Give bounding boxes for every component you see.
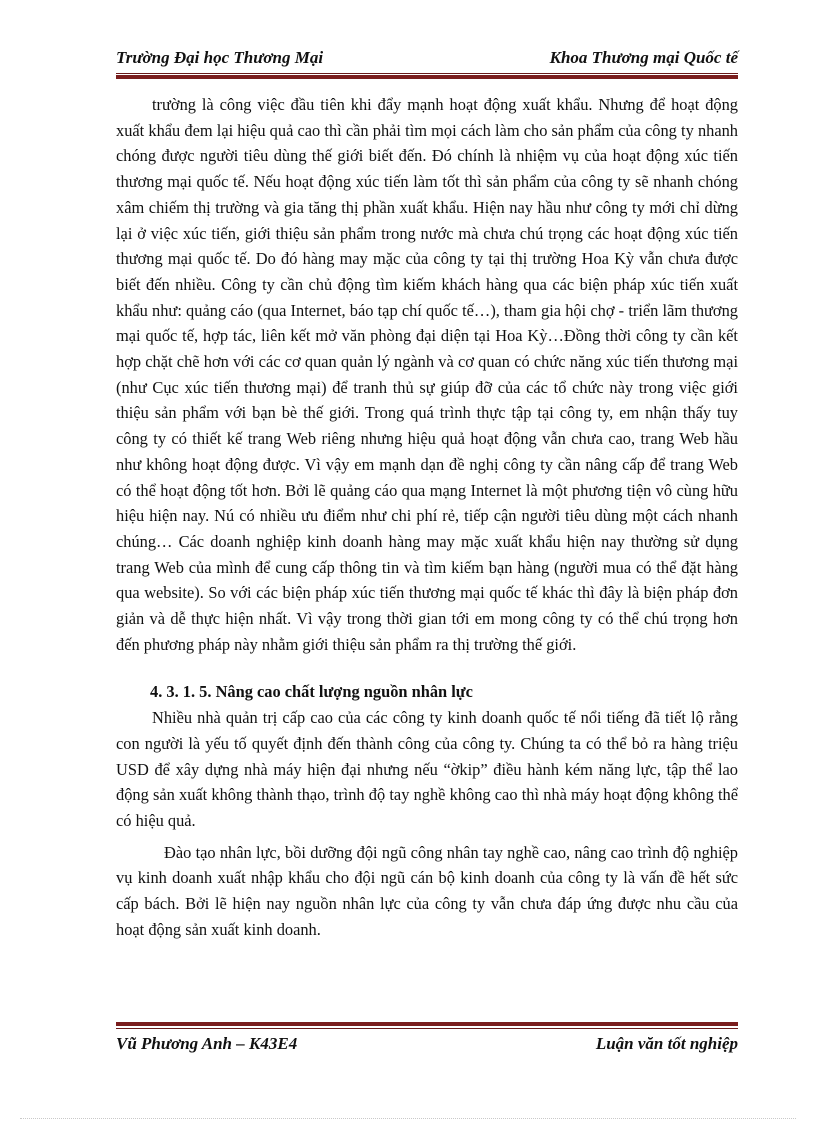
section-heading: 4. 3. 1. 5. Nâng cao chất lượng nguồn nhân lực bbox=[150, 682, 473, 702]
header-university: Trường Đại học Thương Mại bbox=[116, 48, 324, 67]
page-body bbox=[116, 92, 738, 943]
page-footer bbox=[116, 1034, 738, 1058]
footer-author: Vũ Phương Anh – K43E4 bbox=[116, 1034, 298, 1053]
body-paragraph: Đào tạo nhân lực, bồi dưỡng đội ngũ công nhân tay nghề cao, nâng cao trình độ nghiệp vụ kinh doanh xuất nhập khẩu cho đội ngũ cán bộ kinh doanh của công ty là vấn đề hết sức cấp bách. Bởi lẽ hiện nay nguồn nhân lực của công ty vẫn chưa đáp ứng được nhu cầu của hoạt động sản xuất kinh doanh. bbox=[116, 842, 738, 939]
body-paragraph: trường là công việc đầu tiên khi đẩy mạnh hoạt động xuất khẩu. Nhưng để hoạt động xuất khẩu đem lại hiệu quả cao thì cần phải tìm mọi cách làm cho sản phẩm của công ty nhanh chóng được người tiêu dùng thế giới biết đến. Đó chính là nhiệm vụ của hoạt động xúc tiến thương mại quốc tế. Nếu hoạt động xúc tiến làm tốt thì sản phẩm của công ty sẽ nhanh chóng xâm chiếm thị trường và gia tăng thị phần xuất khẩu. Hiện nay hầu như công ty mới chỉ dừng lại ở việc xúc tiến, giới thiệu sản phẩm trong nước mà chưa chú trọng các hoạt động xúc tiến thương mại quốc tế. Do đó hàng may mặc của công ty tại thị trường Hoa Kỳ vẫn chưa được biết đến nhiều. Công ty cần chủ động tìm kiếm khách hàng qua các biện pháp xúc tiến xuất khẩu như: quảng cáo (qua Internet, báo tạp chí quốc tế…), tham gia hội chợ - triển lãm thương mại quốc tế, hợp tác, liên kết mở văn phòng đại diện tại Hoa Kỳ…Đồng thời công ty cần kết hợp chặt chẽ hơn với các cơ quan quản lý ngành và cơ quan có chức năng xúc tiến thương mại (như Cục xúc tiến thương mại) để tranh thủ sự giúp đỡ của các tổ chức này trong việc giới thiệu sản phẩm với bạn bè thế giới. Trong quá trình thực tập tại công ty, em nhận thấy tuy công ty có thiết kế trang Web riêng nhưng hiệu quả hoạt động vẫn chưa cao, trang Web hầu như không hoạt động được. Vì vậy em mạnh dạn đề nghị công ty cần nâng cấp để trang Web có thể hoạt động tốt hơn. Bởi lẽ quảng cáo qua mạng Internet là một phương tiện vô cùng hữu hiệu hiện nay. Nú có nhiều ưu điểm như chi phí rẻ, tiếp cận người tiêu dùng một cách nhanh chúng… Các doanh nghiệp kinh doanh hàng may mặc xuất khẩu hiện nay thường sử dụng trang Web của mình để cung cấp thông tin và tìm kiếm bạn hàng (người mua có thể đặt hàng qua website). So với các biện pháp xúc tiến thương mại quốc tế khác thì đây là biện pháp đơn giản và dễ thực hiện nhất. Vì vậy trong thời gian tới em mong công ty có thể chú trọng hơn đến phương pháp này nhằm giới thiệu sản phẩm ra thị trường thế giới. bbox=[116, 95, 738, 654]
header-faculty: Khoa Thương mại Quốc tế bbox=[549, 48, 738, 67]
header-rule-thick bbox=[116, 75, 738, 79]
footer-rule-thick bbox=[116, 1022, 738, 1026]
bottom-dotted-divider bbox=[20, 1118, 796, 1119]
footer-rule-thin bbox=[116, 1028, 738, 1029]
header-rule-thin bbox=[116, 73, 738, 74]
page-header bbox=[116, 48, 738, 72]
footer-document-type: Luận văn tốt nghiệp bbox=[595, 1034, 738, 1053]
body-paragraph: Nhiều nhà quản trị cấp cao của các công ty kinh doanh quốc tế nổi tiếng đã tiết lộ rằng con người là yếu tố quyết định đến thành công của công ty. Chúng ta có thể bỏ ra hàng triệu USD để xây dựng nhà máy hiện đại nhưng nếu “ờkip” điều hành kém năng lực, tập thể lao động sản xuất không thành thạo, trình độ tay nghề không cao thì nhà máy hoạt động không thể có hiệu quả. bbox=[116, 708, 738, 830]
